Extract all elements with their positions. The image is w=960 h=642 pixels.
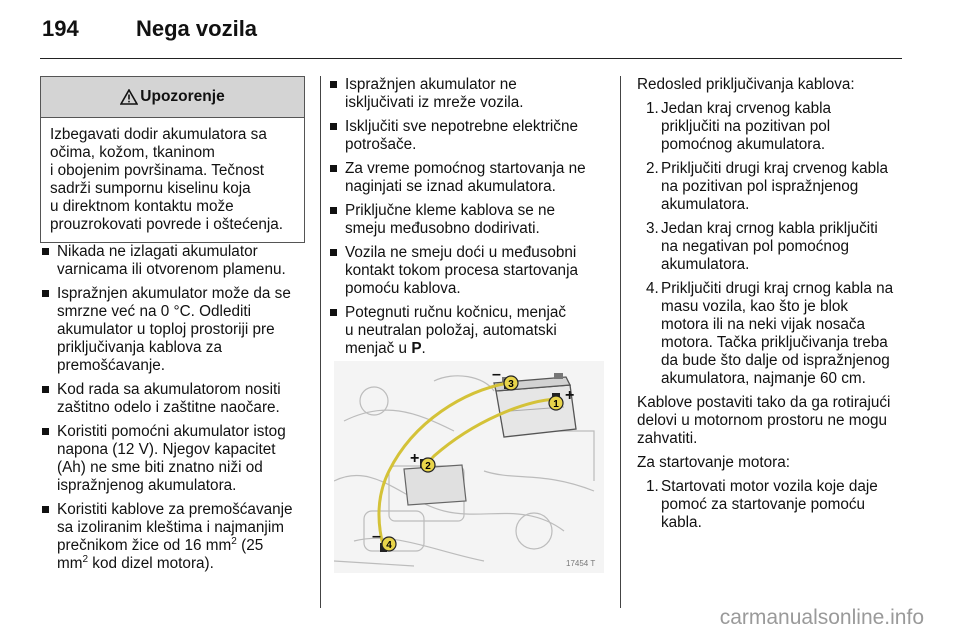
warning-header bbox=[41, 77, 304, 118]
text-line: kabla. bbox=[661, 514, 702, 531]
step-number: 1. bbox=[646, 478, 659, 495]
text-line: masu vozila, kao što je blok bbox=[661, 298, 849, 315]
text-line: Potegnuti ručnu kočnicu, menjač bbox=[345, 304, 567, 321]
column-divider-1 bbox=[320, 76, 321, 608]
text-line bbox=[57, 537, 305, 555]
text-line: Za vreme pomoćnog startovanja ne bbox=[345, 160, 586, 177]
precaution-list bbox=[40, 243, 305, 573]
text-line: motora. Tačka priključivanja treba bbox=[661, 334, 888, 351]
bullet-square-icon bbox=[42, 506, 49, 513]
minus-sign: – bbox=[492, 366, 501, 383]
site-watermark: carmanualsonline.info bbox=[719, 606, 924, 629]
column-middle bbox=[328, 76, 608, 364]
marker-3 bbox=[504, 376, 518, 390]
marker-number: 4 bbox=[386, 540, 392, 551]
text-line: da bude što dalje od ispražnjenog bbox=[661, 352, 890, 369]
warning-line: i obojenim površinama. Tečnost bbox=[50, 162, 264, 179]
warning-line: Izbegavati dodir akumulatora sa bbox=[50, 126, 267, 143]
list-item bbox=[40, 381, 305, 417]
text-line: varnicama ili otvorenom plamenu. bbox=[57, 261, 286, 278]
marker-number: 3 bbox=[508, 379, 514, 390]
text-line: Ispražnjen akumulator ne bbox=[345, 76, 517, 93]
warning-triangle-icon bbox=[120, 89, 138, 105]
warning-box bbox=[40, 76, 305, 243]
step-number: 3. bbox=[646, 220, 659, 237]
text-line: Vozila ne smeju doći u međusobni bbox=[345, 244, 577, 261]
bullet-square-icon bbox=[42, 290, 49, 297]
text-fragment: (25 bbox=[236, 537, 264, 554]
text-line: Za startovanje motora: bbox=[637, 454, 791, 471]
text-line: delovi u motornom prostoru ne mogu bbox=[637, 412, 887, 429]
text-line: Startovati motor vozila koje daje bbox=[661, 478, 878, 495]
list-item bbox=[637, 280, 907, 388]
text-line: priključivanja kablova za bbox=[57, 339, 222, 356]
text-line bbox=[57, 555, 305, 573]
text-line: priključiti na pozitivan pol bbox=[661, 118, 831, 135]
bullet-square-icon bbox=[330, 249, 337, 256]
text-line: akumulatora. bbox=[661, 196, 750, 213]
list-item bbox=[637, 220, 907, 274]
warning-line: u direktnom kontaktu može bbox=[50, 198, 234, 215]
figure-reference: 17454 T bbox=[566, 559, 596, 568]
text-line: Nikada ne izlagati akumulator bbox=[57, 243, 258, 260]
cable-routing-note bbox=[637, 394, 907, 448]
text-fragment: menjač u bbox=[345, 340, 412, 357]
superscript: 2 bbox=[231, 535, 237, 547]
page-number: 194 bbox=[42, 16, 79, 41]
start-steps bbox=[637, 478, 907, 532]
column-right bbox=[637, 76, 907, 538]
text-line: Priključiti drugi kraj crnog kabla na bbox=[661, 280, 894, 297]
marker-1 bbox=[549, 396, 563, 410]
text-line: sa izoliranim kleštima i najmanjim bbox=[57, 519, 284, 536]
warning-line: prouzrokovati povrede i oštećenja. bbox=[50, 216, 283, 233]
text-line: ispražnjenog akumulatora. bbox=[57, 477, 237, 494]
text-line: Koristiti pomoćni akumulator istog bbox=[57, 423, 286, 440]
step-number: 4. bbox=[646, 280, 659, 297]
text-fragment: kod dizel motora). bbox=[88, 555, 214, 572]
text-line: Kablove postaviti tako da ga rotirajući bbox=[637, 394, 891, 411]
step-number: 1. bbox=[646, 100, 659, 117]
procedure-list bbox=[328, 76, 608, 358]
marker-number: 1 bbox=[553, 399, 559, 410]
warning-text bbox=[41, 118, 304, 242]
list-item bbox=[328, 304, 608, 358]
list-item bbox=[40, 423, 305, 495]
discharged-battery bbox=[404, 465, 466, 505]
step-number: 2. bbox=[646, 160, 659, 177]
bullet-square-icon bbox=[330, 207, 337, 214]
list-item bbox=[328, 244, 608, 298]
jump-start-illustration bbox=[334, 361, 604, 573]
text-line: napona (12 V). Njegov kapacitet bbox=[57, 441, 276, 458]
list-item bbox=[328, 202, 608, 238]
text-line: na negativan pol pomoćnog bbox=[661, 238, 849, 255]
text-fragment: . bbox=[421, 340, 426, 357]
text-line: isključivati iz mreže vozila. bbox=[345, 94, 524, 111]
plus-sign: + bbox=[565, 387, 575, 404]
list-item bbox=[328, 160, 608, 196]
plus-sign: + bbox=[410, 450, 420, 467]
list-item bbox=[328, 76, 608, 112]
text-line: smeju međusobno dodirivati. bbox=[345, 220, 540, 237]
text-line: Koristiti kablove za premošćavanje bbox=[57, 501, 293, 518]
bullet-square-icon bbox=[42, 248, 49, 255]
text-line: zaštitno odelo i zaštitne naočare. bbox=[57, 399, 280, 416]
text-line: Priključiti drugi kraj crvenog kabla bbox=[661, 160, 888, 177]
text-line: kontakt tokom procesa startovanja bbox=[345, 262, 578, 279]
text-line: Isključiti sve nepotrebne električne bbox=[345, 118, 578, 135]
marker-2 bbox=[421, 458, 435, 472]
minus-sign: – bbox=[372, 528, 381, 545]
marker-number: 2 bbox=[425, 461, 431, 472]
text-line: akumulatora. bbox=[661, 256, 750, 273]
connection-intro bbox=[637, 76, 907, 94]
text-fragment: mm bbox=[57, 555, 83, 572]
warning-line: sadrži sumpornu kiselinu koja bbox=[50, 180, 251, 197]
text-line: Jedan kraj crnog kabla priključiti bbox=[661, 220, 878, 237]
list-item bbox=[40, 285, 305, 375]
text-line: Kod rada sa akumulatorom nositi bbox=[57, 381, 281, 398]
text-line: Jedan kraj crvenog kabla bbox=[661, 100, 832, 117]
header-rule bbox=[40, 58, 902, 59]
text-line: akumulator u toploj prostoriji pre bbox=[57, 321, 275, 338]
text-line: naginjati se iznad akumulatora. bbox=[345, 178, 556, 195]
bullet-square-icon bbox=[330, 81, 337, 88]
superscript: 2 bbox=[82, 553, 89, 565]
text-line: pomoć za startovanje pomoću bbox=[661, 496, 866, 513]
start-intro bbox=[637, 454, 907, 472]
text-line: pomoću kablova. bbox=[345, 280, 461, 297]
bullet-square-icon bbox=[330, 123, 337, 130]
text-line bbox=[345, 340, 608, 358]
engine-bay-drawing bbox=[334, 361, 604, 573]
warning-title: Upozorenje bbox=[140, 88, 225, 105]
marker-4 bbox=[382, 537, 396, 551]
text-fragment: prečnikom žice od 16 mm bbox=[57, 537, 232, 554]
text-line: Priključne kleme kablova se ne bbox=[345, 202, 556, 219]
bullet-square-icon bbox=[42, 386, 49, 393]
warning-line: očima, kožom, tkaninom bbox=[50, 144, 215, 161]
text-line: Redosled priključivanja kablova: bbox=[637, 76, 855, 93]
bullet-square-icon bbox=[330, 165, 337, 172]
list-item bbox=[40, 243, 305, 279]
text-line: (Ah) ne sme biti znatno niži od bbox=[57, 459, 263, 476]
gear-position-p: P bbox=[411, 340, 422, 357]
page-title: Nega vozila bbox=[136, 16, 258, 41]
bullet-square-icon bbox=[330, 309, 337, 316]
text-line: motora ili na neki vijak nosača bbox=[661, 316, 866, 333]
text-line: zahvatiti. bbox=[637, 430, 698, 447]
text-line: u neutralan položaj, automatski bbox=[345, 322, 557, 339]
list-item bbox=[328, 118, 608, 154]
connection-steps bbox=[637, 100, 907, 388]
text-line: na pozitivan pol ispražnjenog bbox=[661, 178, 859, 195]
list-item bbox=[637, 160, 907, 214]
text-line: premošćavanje. bbox=[57, 357, 165, 374]
column-left bbox=[40, 76, 305, 579]
text-line: smrzne već na 0 °C. Odlediti bbox=[57, 303, 252, 320]
list-item bbox=[637, 100, 907, 154]
text-line: akumulatora, najmanje 60 cm. bbox=[661, 370, 866, 387]
text-line: potrošače. bbox=[345, 136, 417, 153]
column-divider-2 bbox=[620, 76, 621, 608]
text-line: pomoćnog akumulatora. bbox=[661, 136, 826, 153]
page-header bbox=[42, 16, 922, 46]
text-line: Ispražnjen akumulator može da se bbox=[57, 285, 291, 302]
list-item bbox=[637, 478, 907, 532]
bullet-square-icon bbox=[42, 428, 49, 435]
list-item bbox=[40, 501, 305, 573]
